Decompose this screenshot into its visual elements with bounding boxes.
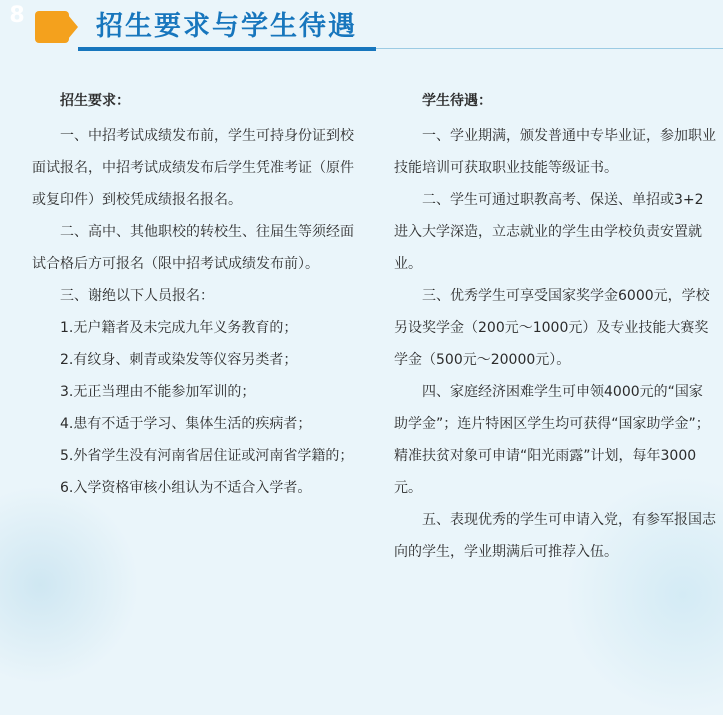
exclusion-item: 5.外省学生没有河南省居住证或河南省学籍的； (60, 448, 354, 464)
section-header (0, 0, 723, 70)
exclusion-item: 1.无户籍者及未完成九年义务教育的； (60, 320, 298, 336)
background-decoration-left (0, 485, 140, 685)
section-number-badge (35, 11, 69, 43)
requirement-paragraph: 一、中招考试成绩发布前，学生可持身份证到校面试报名，中招考试成绩发布后学生凭准考证（原件或复印件）到校凭成绩报名报名。 (32, 128, 354, 208)
section-title: 招生要求与学生待遇 (96, 11, 357, 42)
admission-requirements-heading: 招生要求： (60, 93, 130, 109)
student-benefits-heading: 学生待遇： (422, 93, 492, 109)
benefit-paragraph: 二、学生可通过职教高考、保送、单招或3+2进入大学深造，立志就业的学生由学校负责安置就业。 (394, 192, 704, 272)
exclusion-item: 4.患有不适于学习、集体生活的疾病者； (60, 416, 312, 432)
benefit-paragraph: 五、表现优秀的学生可申请入党，有参军报国志向的学生，学业期满后可推荐入伍。 (394, 512, 716, 560)
section-number: 8 (9, 3, 25, 28)
exclusion-item: 3.无正当理由不能参加军训的； (60, 384, 256, 400)
benefit-paragraph: 四、家庭经济困难学生可申领4000元的“国家助学金”；连片特困区学生均可获得“国家助学金”；精准扶贫对象可申请“阳光雨露”计划，每年3000元。 (394, 384, 710, 496)
requirement-paragraph: 二、高中、其他职校的转校生、往届生等须经面试合格后方可报名（限中招考试成绩发布前）。 (32, 224, 354, 272)
requirement-paragraph: 三、谢绝以下人员报名： (60, 288, 214, 304)
benefit-paragraph: 一、学业期满，颁发普通中专毕业证，参加职业技能培训可获取职业技能等级证书。 (394, 128, 716, 176)
benefit-paragraph: 三、优秀学生可享受国家奖学金6000元，学校另设奖学金（200元～1000元）及专业技能大赛奖学金（500元～20000元）。 (394, 288, 710, 368)
exclusion-item: 2.有纹身、刺青或染发等仪容另类者； (60, 352, 298, 368)
exclusion-item: 6.入学资格审核小组认为不适合入学者。 (60, 480, 312, 496)
admission-requirements (32, 90, 364, 504)
student-benefits (394, 90, 716, 568)
header-divider (376, 48, 723, 49)
title-underline (78, 47, 376, 51)
